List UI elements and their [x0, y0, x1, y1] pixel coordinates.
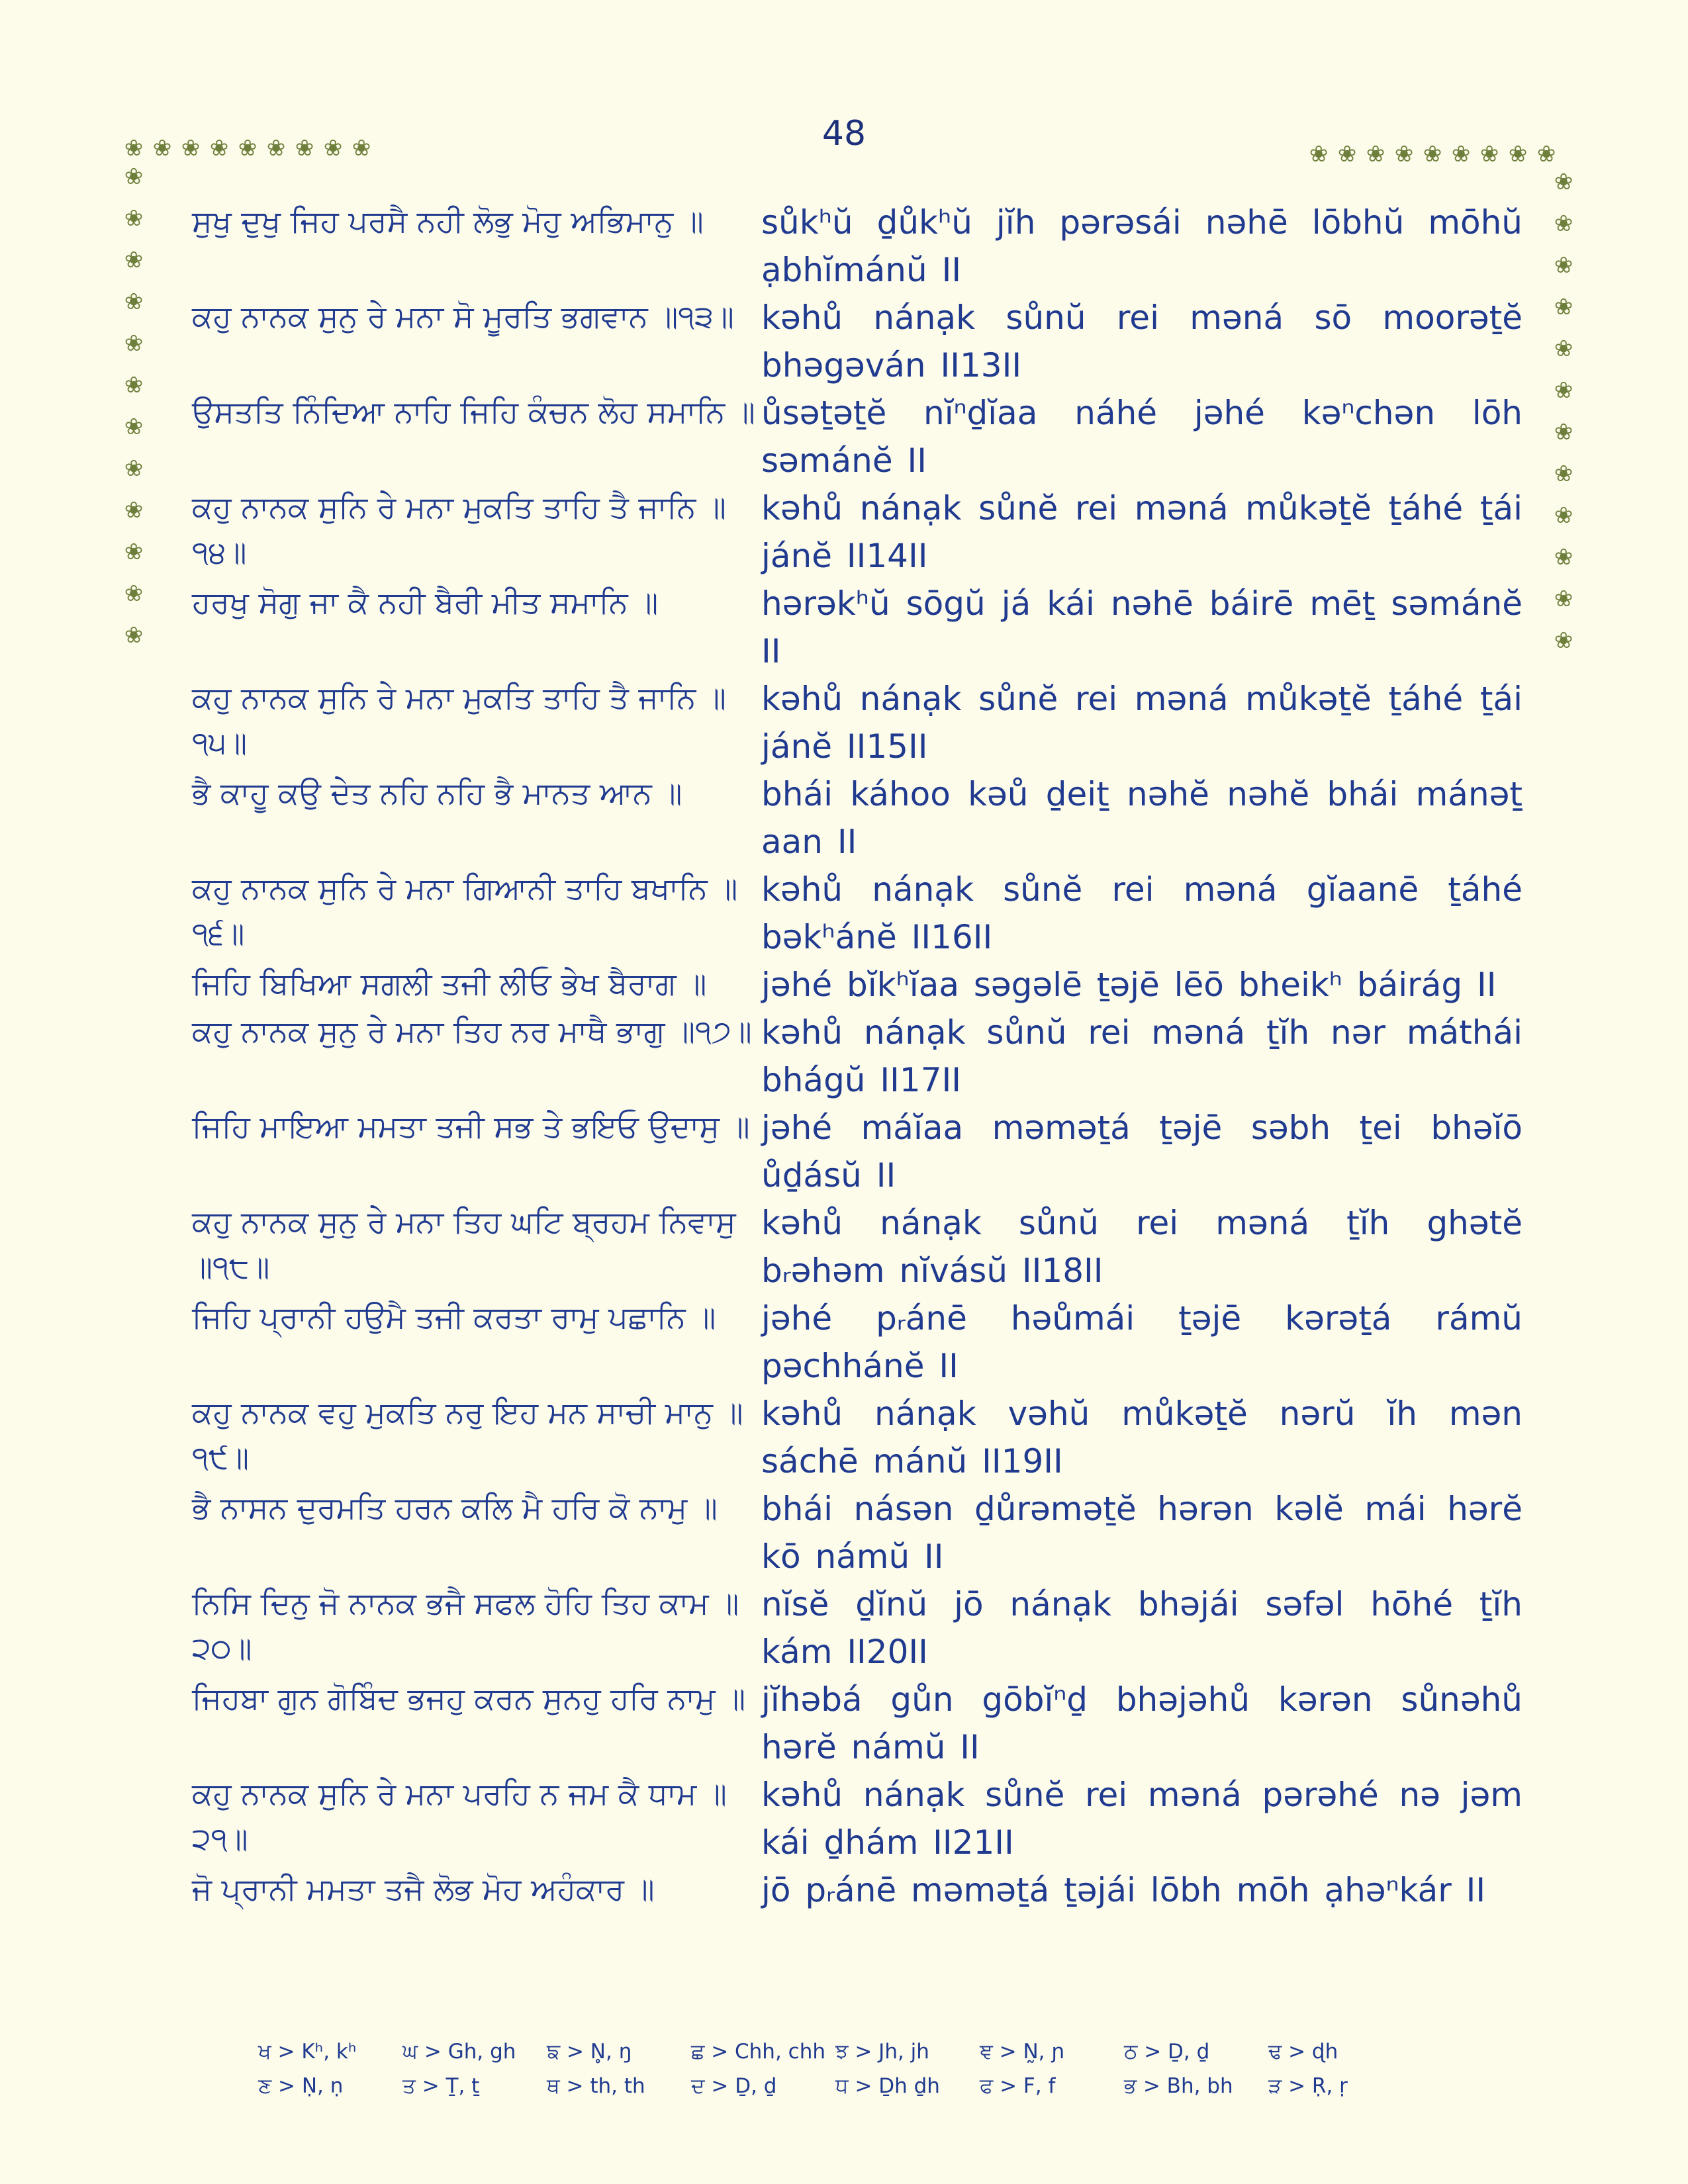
transliteration-verse: kəhů nánạk sůnŭ rei məná sō moorəṯĕ bhəgəván II13II: [761, 298, 1523, 385]
legend-item: ਘ > Gh, gh: [402, 2040, 516, 2064]
flower-ornament-icon: ❀: [1366, 141, 1385, 167]
transliteration-verse: kəhů nánạk vəhŭ můkəṯĕ nərŭ ĭh mən sáchē mánŭ II19II: [761, 1394, 1523, 1480]
flower-ornament-icon: ❀: [1479, 141, 1499, 167]
legend-item: ਫ > F, f: [980, 2074, 1056, 2098]
flower-ornament-icon: ❀: [1309, 141, 1329, 167]
transliteration-verse: sůkʰŭ ḏůkʰŭ jĭh pərəsái nəhē lōbhŭ mōhŭ ạbhĭmánŭ II: [761, 203, 1523, 289]
flower-ornament-icon: ❀: [1554, 627, 1573, 654]
flower-ornament-icon: ❀: [124, 580, 144, 607]
gurmukhi-verse: ਕਹੁ ਨਾਨਕ ਸੁਨਿ ਰੇ ਮਨਾ ਗਿਆਨੀ ਤਾਹਿ ਬਖਾਨਿ ॥੧੬॥: [192, 870, 738, 951]
verse-row: [192, 1199, 1523, 1295]
flower-ornament-icon: ❀: [1451, 141, 1471, 167]
legend-item: ਞ > N̰, ɲ: [980, 2040, 1065, 2064]
flower-ornament-icon: ❀: [266, 135, 286, 161]
transliteration-verse: nĭsĕ ḏĭnŭ jō nánạk bhəjái səfəl hōhé ṯĭh kám II20II: [761, 1585, 1523, 1671]
flower-ornament-icon: ❀: [1554, 461, 1573, 487]
flower-ornament-icon: ❀: [1554, 169, 1573, 195]
flower-ornament-icon: ❀: [1394, 141, 1414, 167]
gurmukhi-verse: ਭੈ ਨਾਸਨ ਦੁਰਮਤਿ ਹਰਨ ਕਲਿ ਮੈ ਹਰਿ ਕੋ ਨਾਮੁ ॥: [192, 1490, 718, 1525]
transliteration-verse: ůsəṯəṯĕ nĭⁿḏĭaa náhé jəhé kəⁿchən lōh səmánĕ II: [761, 394, 1523, 480]
legend-row: [258, 2074, 1450, 2109]
transliteration-verse: jəhé bĭkʰĭaa səgəlē ṯəjē lēō bheikʰ báirág II: [761, 966, 1497, 1004]
legend-item: ਭ > Bh, bh: [1124, 2074, 1233, 2098]
legend-item: ਠ > Ḏ, ḏ: [1124, 2040, 1210, 2064]
verse-row: [192, 1676, 1523, 1771]
gurmukhi-verse: ਕਹੁ ਨਾਨਕ ਵਹੁ ਮੁਕਤਿ ਨਰੁ ਇਹ ਮਨ ਸਾਚੀ ਮਾਨੁ ॥੧੯॥: [192, 1394, 743, 1475]
verse-row: [192, 770, 1523, 866]
flower-ornament-icon: ❀: [152, 135, 172, 161]
gurmukhi-verse: ਜਿਹਿ ਮਾਇਆ ਮਮਤਾ ਤਜੀ ਸਭ ਤੇ ਭਇਓ ਉਦਾਸੁ ॥: [192, 1109, 750, 1144]
transliteration-verse: bhái násən ḏůrəməṯĕ hərən kəlĕ mái hərĕ kō námŭ II: [761, 1490, 1523, 1576]
flower-ornament-icon: ❀: [181, 135, 201, 161]
verse-row: [192, 580, 1523, 675]
transliteration-verse: jəhé máĭaa məməṯá ṯəjē səbh ṯei bhəĭō ůḏásŭ II: [761, 1109, 1523, 1195]
verse-row: [192, 1866, 1523, 1914]
transliteration-legend: [258, 2040, 1450, 2109]
gurmukhi-verse: ਕਹੁ ਨਾਨਕ ਸੁਨਿ ਰੇ ਮਨਾ ਮੁਕਤਿ ਤਾਹਿ ਤੈ ਜਾਨਿ ॥੧੪॥: [192, 489, 726, 570]
verse-row: [192, 961, 1523, 1009]
gurmukhi-verse: ਕਹੁ ਨਾਨਕ ਸੁਨੁ ਰੇ ਮਨਾ ਸੋ ਮੂਰਤਿ ਭਗਵਾਨ ॥੧੩॥: [192, 298, 734, 334]
legend-item: ਝ > Jh, jh: [835, 2040, 929, 2064]
flower-ornament-icon: ❀: [124, 135, 144, 161]
verse-row: [192, 484, 1523, 580]
flower-ornament-icon: ❀: [1554, 502, 1573, 529]
transliteration-verse: bhái káhoo kəů ḏeiṯ nəhĕ nəhĕ bhái mánəṯ aan II: [761, 775, 1523, 861]
flower-ornament-icon: ❀: [1337, 141, 1357, 167]
transliteration-verse: kəhů nánạk sůnŭ rei məná ṯĭh nər máthái bhágŭ II17II: [761, 1013, 1523, 1099]
verse-table: [192, 199, 1523, 1914]
flower-ornament-icon: ❀: [124, 247, 144, 273]
gurmukhi-verse: ਨਿਸਿ ਦਿਨੁ ਜੋ ਨਾਨਕ ਭਜੈ ਸਫਲ ਹੋਹਿ ਤਿਹ ਕਾਮ ॥੨੦॥: [192, 1585, 739, 1666]
flower-ornament-icon: ❀: [1423, 141, 1442, 167]
flower-ornament-icon: ❀: [1554, 586, 1573, 612]
gurmukhi-verse: ਜਿਹਿ ਬਿਖਿਆ ਸਗਲੀ ਤਜੀ ਲੀਓ ਭੇਖ ਬੈਰਾਗ ॥: [192, 966, 707, 1001]
flower-ornament-icon: ❀: [124, 539, 144, 565]
flower-ornament-icon: ❀: [124, 330, 144, 357]
gurmukhi-verse: ਜਿਹਿ ਪ੍ਰਾਨੀ ਹਉਮੈ ਤਜੀ ਕਰਤਾ ਰਾਮੁ ਪਛਾਨਿ ॥: [192, 1299, 716, 1335]
flower-ornament-icon: ❀: [1554, 336, 1573, 362]
flower-ornament-icon: ❀: [1508, 141, 1528, 167]
gurmukhi-verse: ਕਹੁ ਨਾਨਕ ਸੁਨਿ ਰੇ ਮਨਾ ਮੁਕਤਿ ਤਾਹਿ ਤੈ ਜਾਨਿ ॥੧੫॥: [192, 680, 726, 760]
verse-row: [192, 199, 1523, 294]
legend-item: ਢ > ɖh: [1268, 2040, 1338, 2064]
verse-row: [192, 866, 1523, 961]
page-number: 48: [821, 114, 867, 154]
transliteration-verse: jəhé pᵣánē həůmái ṯəjē kərəṯá rámŭ pəchhánĕ II: [761, 1299, 1523, 1385]
verse-row: [192, 1580, 1523, 1676]
flower-ornament-icon: ❀: [1554, 419, 1573, 445]
flower-ornament-icon: ❀: [124, 455, 144, 482]
flower-ornament-icon: ❀: [124, 622, 144, 649]
flower-ornament-icon: ❀: [124, 497, 144, 523]
legend-item: ਛ > Chh, chh: [691, 2040, 826, 2064]
legend-item: ੜ > Ṛ, ṛ: [1268, 2074, 1348, 2098]
legend-item: ਦ > Ḏ, ḏ: [691, 2074, 777, 2098]
flower-ornament-icon: ❀: [1536, 141, 1556, 167]
flower-ornament-icon: ❀: [1554, 210, 1573, 237]
flower-ornament-icon: ❀: [238, 135, 258, 161]
verse-row: [192, 1485, 1523, 1580]
gurmukhi-verse: ਸੁਖੁ ਦੁਖੁ ਜਿਹ ਪਰਸੈ ਨਹੀ ਲੋਭੁ ਮੋਹੁ ਅਭਿਮਾਨੁ ॥: [192, 203, 704, 239]
transliteration-verse: kəhů nánạk sůnĕ rei məná gĭaanē ṯáhé bəkʰánĕ II16II: [761, 870, 1523, 956]
verse-row: [192, 294, 1523, 389]
flower-ornament-icon: ❀: [352, 135, 371, 161]
transliteration-verse: kəhů nánạk sůnĕ rei məná můkəṯĕ ṯáhé ṯái jánĕ II15II: [761, 680, 1523, 766]
flower-ornament-icon: ❀: [124, 372, 144, 398]
flower-ornament-icon: ❀: [1554, 544, 1573, 570]
verse-row: [192, 1009, 1523, 1104]
flower-ornament-icon: ❀: [323, 135, 343, 161]
flower-ornament-icon: ❀: [1554, 252, 1573, 279]
flower-ornament-icon: ❀: [209, 135, 229, 161]
gurmukhi-verse: ਹਰਖੁ ਸੋਗੁ ਜਾ ਕੈ ਨਹੀ ਬੈਰੀ ਮੀਤ ਸਮਾਨਿ ॥: [192, 584, 659, 620]
legend-item: ਤ > Ṯ, ṯ: [402, 2074, 480, 2098]
flower-ornament-icon: ❀: [124, 163, 144, 190]
legend-row: [258, 2040, 1450, 2074]
gurmukhi-verse: ਭੈ ਕਾਹੂ ਕਉ ਦੇਤ ਨਹਿ ਨਹਿ ਭੈ ਮਾਨਤ ਆਨ ॥: [192, 775, 682, 811]
gurmukhi-verse: ਜਿਹਬਾ ਗੁਨ ਗੋਬਿੰਦ ਭਜਹੁ ਕਰਨ ਸੁਨਹੁ ਹਰਿ ਨਾਮੁ ॥: [192, 1680, 746, 1716]
gurmukhi-verse: ਕਹੁ ਨਾਨਕ ਸੁਨੁ ਰੇ ਮਨਾ ਤਿਹ ਨਰ ਮਾਥੈ ਭਾਗੁ ॥੧੭॥: [192, 1013, 752, 1049]
legend-item: ਥ > th, th: [547, 2074, 645, 2098]
verse-row: [192, 675, 1523, 770]
flower-ornament-icon: ❀: [1554, 294, 1573, 320]
transliteration-verse: kəhů nánạk sůnĕ rei məná pərəhé nə jəm kái ḏhám II21II: [761, 1776, 1523, 1862]
gurmukhi-verse: ਉਸਤਤਿ ਨਿੰਦਿਆ ਨਾਹਿ ਜਿਹਿ ਕੰਚਨ ਲੋਹ ਸਮਾਨਿ ॥: [192, 394, 755, 430]
verse-row: [192, 1295, 1523, 1390]
legend-item: ਖ > Kʰ, kʰ: [258, 2040, 357, 2064]
verse-row: [192, 389, 1523, 484]
transliteration-verse: kəhů nánạk sůnŭ rei məná ṯĭh ghətĕ bᵣəhəm nĭvásŭ II18II: [761, 1204, 1523, 1290]
transliteration-verse: jĭhəbá gůn gōbĭⁿḏ bhəjəhů kərən sůnəhů hərĕ námŭ II: [761, 1680, 1523, 1766]
transliteration-verse: kəhů nánạk sůnĕ rei məná můkəṯĕ ṯáhé ṯái jánĕ II14II: [761, 489, 1523, 575]
verse-row: [192, 1771, 1523, 1866]
flower-ornament-icon: ❀: [1554, 377, 1573, 404]
legend-item: ਙ > N̥, ŋ: [547, 2040, 632, 2064]
flower-ornament-icon: ❀: [124, 205, 144, 232]
legend-item: ਧ > Ḏh ḏh: [835, 2074, 940, 2098]
transliteration-verse: jō pᵣánē məməṯá ṯəjái lōbh mōh ạhəⁿkár II: [761, 1871, 1486, 1909]
flower-ornament-icon: ❀: [295, 135, 314, 161]
verse-row: [192, 1104, 1523, 1199]
gurmukhi-verse: ਜੋ ਪ੍ਰਾਨੀ ਮਮਤਾ ਤਜੈ ਲੋਭ ਮੋਹ ਅਹੰਕਾਰ ॥: [192, 1871, 655, 1907]
flower-ornament-icon: ❀: [124, 289, 144, 315]
transliteration-verse: hərəkʰŭ sōgŭ já kái nəhē báirē mēṯ səmánĕ II: [761, 584, 1523, 670]
gurmukhi-verse: ਕਹੁ ਨਾਨਕ ਸੁਨੁ ਰੇ ਮਨਾ ਤਿਹ ਘਟਿ ਬ੍ਰਹਮ ਨਿਵਾਸੁ ॥੧੮॥: [192, 1204, 736, 1285]
flower-ornament-icon: ❀: [124, 414, 144, 440]
legend-item: ਣ > Ṇ, ṇ: [258, 2074, 344, 2098]
gurmukhi-verse: ਕਹੁ ਨਾਨਕ ਸੁਨਿ ਰੇ ਮਨਾ ਪਰਹਿ ਨ ਜਮ ਕੈ ਧਾਮ ॥੨੧॥: [192, 1776, 727, 1856]
verse-row: [192, 1390, 1523, 1485]
